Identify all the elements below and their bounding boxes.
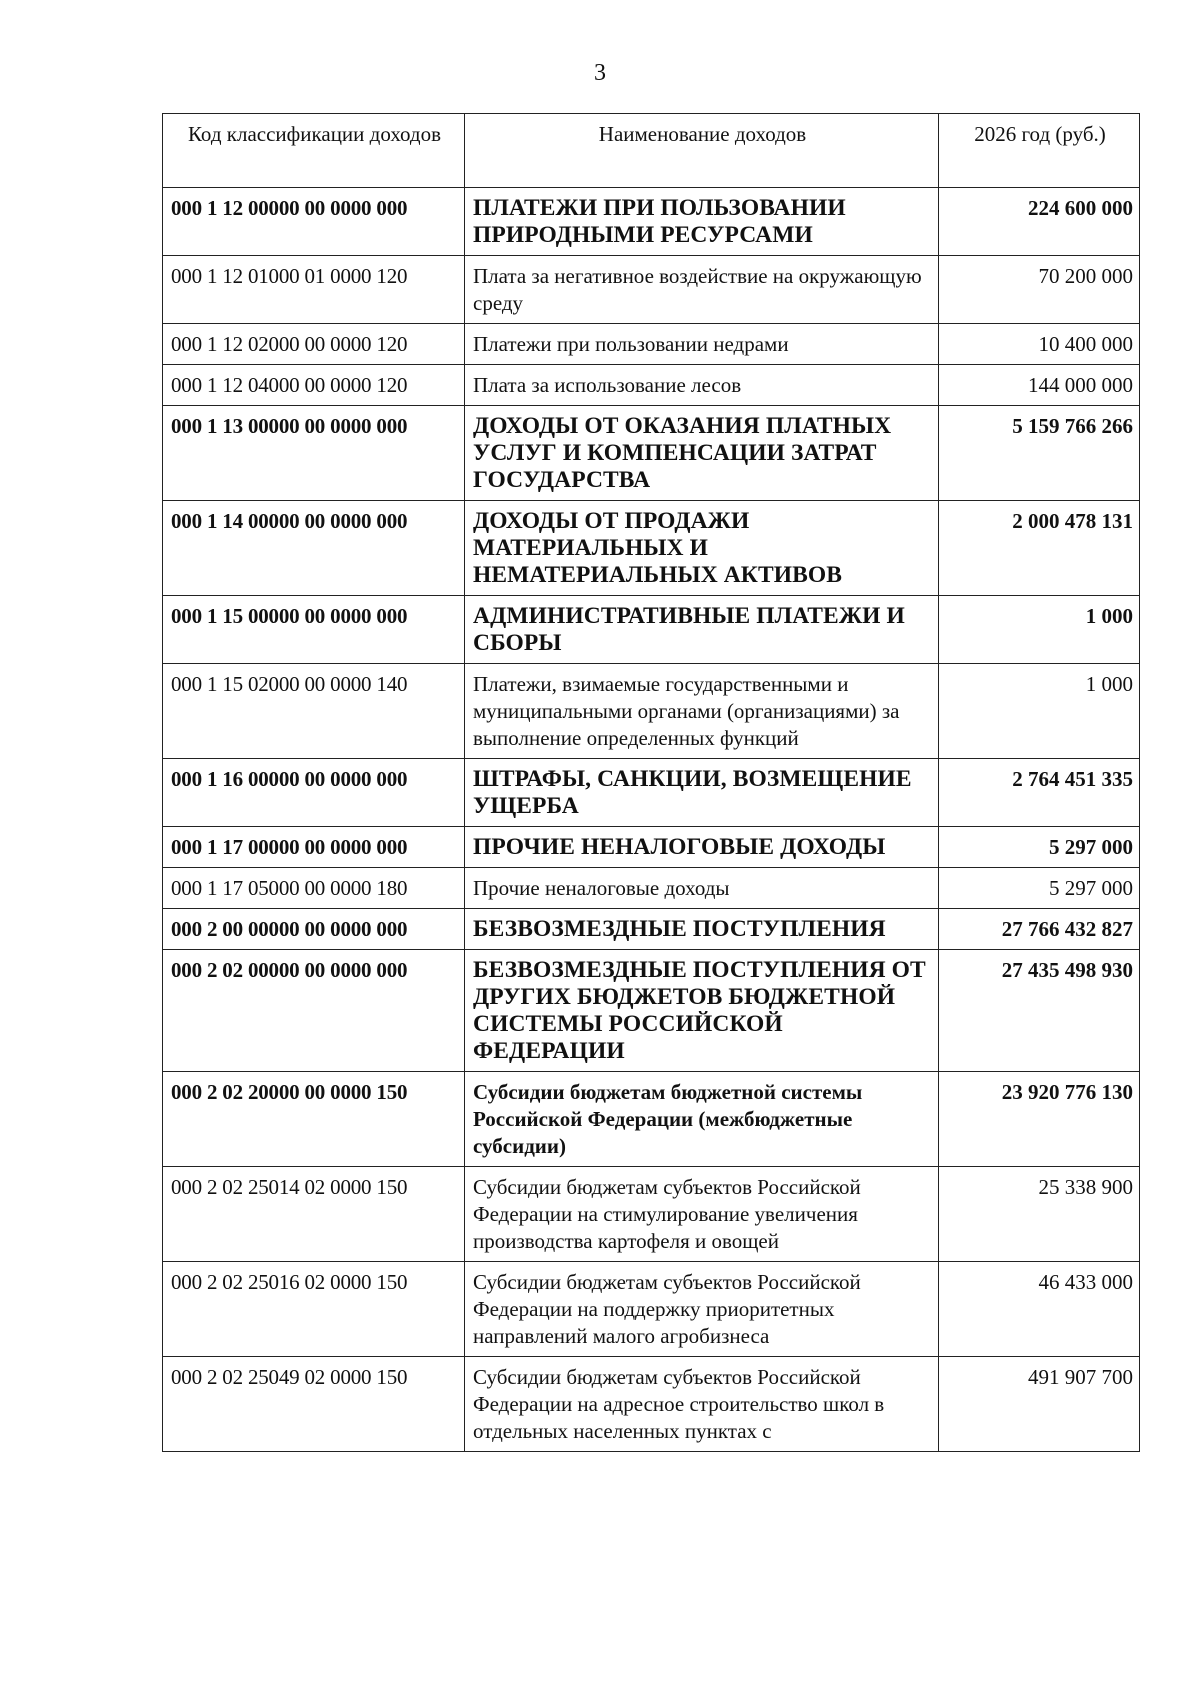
- table-row: [163, 759, 1140, 827]
- name-cell: ПРОЧИЕ НЕНАЛОГОВЫЕ ДОХОДЫ: [465, 827, 939, 868]
- code-cell: 000 1 13 00000 00 0000 000: [163, 406, 465, 501]
- name-cell: ШТРАФЫ, САНКЦИИ, ВОЗМЕЩЕНИЕ УЩЕРБА: [465, 759, 939, 827]
- amount-cell: 2 764 451 335: [939, 759, 1140, 827]
- name-cell: ПЛАТЕЖИ ПРИ ПОЛЬЗОВАНИИ ПРИРОДНЫМИ РЕСУРСАМИ: [465, 188, 939, 256]
- revenue-table: [162, 113, 1140, 1452]
- name-cell: АДМИНИСТРАТИВНЫЕ ПЛАТЕЖИ И СБОРЫ: [465, 596, 939, 664]
- amount-cell: 27 435 498 930: [939, 950, 1140, 1072]
- table-row: [163, 406, 1140, 501]
- name-cell: Субсидии бюджетам субъектов Российской Федерации на стимулирование увеличения производства картофеля и овощей: [465, 1167, 939, 1262]
- name-cell: Плата за использование лесов: [465, 365, 939, 406]
- amount-cell: 70 200 000: [939, 256, 1140, 324]
- header-code: Код классификации доходов: [163, 114, 465, 188]
- amount-cell: 224 600 000: [939, 188, 1140, 256]
- table-row: [163, 256, 1140, 324]
- name-cell: Плата за негативное воздействие на окружающую среду: [465, 256, 939, 324]
- name-cell: БЕЗВОЗМЕЗДНЫЕ ПОСТУПЛЕНИЯ ОТ ДРУГИХ БЮДЖЕТОВ БЮДЖЕТНОЙ СИСТЕМЫ РОССИЙСКОЙ ФЕДЕРАЦИИ: [465, 950, 939, 1072]
- table-row: [163, 365, 1140, 406]
- table-header-row: [163, 114, 1140, 188]
- table-row: [163, 909, 1140, 950]
- table-row: [163, 664, 1140, 759]
- name-cell: ДОХОДЫ ОТ ПРОДАЖИ МАТЕРИАЛЬНЫХ И НЕМАТЕРИАЛЬНЫХ АКТИВОВ: [465, 501, 939, 596]
- name-cell: Субсидии бюджетам субъектов Российской Федерации на адресное строительство школ в отдельных населенных пунктах с: [465, 1357, 939, 1452]
- amount-cell: 46 433 000: [939, 1262, 1140, 1357]
- amount-cell: 1 000: [939, 596, 1140, 664]
- code-cell: 000 1 15 00000 00 0000 000: [163, 596, 465, 664]
- name-cell: Платежи, взимаемые государственными и муниципальными органами (организациями) за выполнение определенных функций: [465, 664, 939, 759]
- name-cell: Прочие неналоговые доходы: [465, 868, 939, 909]
- amount-cell: 144 000 000: [939, 365, 1140, 406]
- code-cell: 000 1 12 00000 00 0000 000: [163, 188, 465, 256]
- name-cell: ДОХОДЫ ОТ ОКАЗАНИЯ ПЛАТНЫХ УСЛУГ И КОМПЕНСАЦИИ ЗАТРАТ ГОСУДАРСТВА: [465, 406, 939, 501]
- code-cell: 000 1 15 02000 00 0000 140: [163, 664, 465, 759]
- code-cell: 000 1 14 00000 00 0000 000: [163, 501, 465, 596]
- amount-cell: 2 000 478 131: [939, 501, 1140, 596]
- code-cell: 000 2 02 00000 00 0000 000: [163, 950, 465, 1072]
- table-row: [163, 950, 1140, 1072]
- code-cell: 000 2 02 25016 02 0000 150: [163, 1262, 465, 1357]
- table-row: [163, 827, 1140, 868]
- code-cell: 000 2 00 00000 00 0000 000: [163, 909, 465, 950]
- code-cell: 000 1 12 01000 01 0000 120: [163, 256, 465, 324]
- amount-cell: 5 297 000: [939, 827, 1140, 868]
- code-cell: 000 1 17 00000 00 0000 000: [163, 827, 465, 868]
- table-row: [163, 1072, 1140, 1167]
- code-cell: 000 1 12 04000 00 0000 120: [163, 365, 465, 406]
- amount-cell: 5 159 766 266: [939, 406, 1140, 501]
- table-row: [163, 1167, 1140, 1262]
- code-cell: 000 1 16 00000 00 0000 000: [163, 759, 465, 827]
- table-row: [163, 868, 1140, 909]
- name-cell: Платежи при пользовании недрами: [465, 324, 939, 365]
- amount-cell: 5 297 000: [939, 868, 1140, 909]
- code-cell: 000 2 02 20000 00 0000 150: [163, 1072, 465, 1167]
- code-cell: 000 2 02 25049 02 0000 150: [163, 1357, 465, 1452]
- table-row: [163, 1357, 1140, 1452]
- table-row: [163, 596, 1140, 664]
- code-cell: 000 1 17 05000 00 0000 180: [163, 868, 465, 909]
- name-cell: Субсидии бюджетам бюджетной системы Российской Федерации (межбюджетные субсидии): [465, 1072, 939, 1167]
- amount-cell: 23 920 776 130: [939, 1072, 1140, 1167]
- name-cell: Субсидии бюджетам субъектов Российской Федерации на поддержку приоритетных направлений малого агробизнеса: [465, 1262, 939, 1357]
- table-row: [163, 1262, 1140, 1357]
- name-cell: БЕЗВОЗМЕЗДНЫЕ ПОСТУПЛЕНИЯ: [465, 909, 939, 950]
- header-name: Наименование доходов: [465, 114, 939, 188]
- code-cell: 000 1 12 02000 00 0000 120: [163, 324, 465, 365]
- page-number: 3: [594, 60, 606, 86]
- amount-cell: 491 907 700: [939, 1357, 1140, 1452]
- header-amount: 2026 год (руб.): [939, 114, 1140, 188]
- amount-cell: 1 000: [939, 664, 1140, 759]
- table-row: [163, 501, 1140, 596]
- table-row: [163, 188, 1140, 256]
- table-row: [163, 324, 1140, 365]
- table-body: [163, 188, 1140, 1452]
- amount-cell: 10 400 000: [939, 324, 1140, 365]
- amount-cell: 27 766 432 827: [939, 909, 1140, 950]
- code-cell: 000 2 02 25014 02 0000 150: [163, 1167, 465, 1262]
- amount-cell: 25 338 900: [939, 1167, 1140, 1262]
